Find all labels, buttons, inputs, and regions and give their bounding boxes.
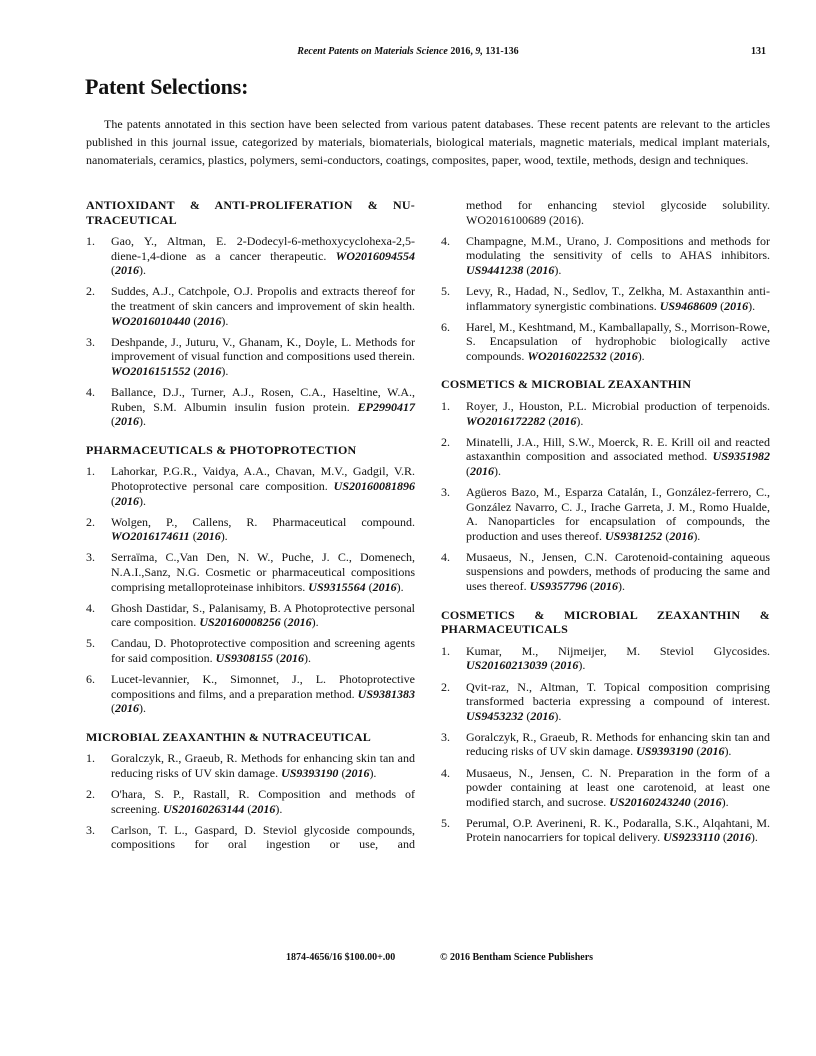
patent-number: WO2016010440 bbox=[111, 313, 191, 328]
patent-number: WO2016172282 bbox=[466, 413, 546, 428]
reference-list bbox=[441, 399, 770, 594]
patent-number: US20160243240 bbox=[609, 794, 691, 809]
reference-item: 4. Musaeus, N., Jensen, C.N. Carotenoid-containing aqueous suspensions and powders, methods of producing the same and uses thereof. US9357796 (2016). bbox=[441, 549, 770, 594]
reference-item: 2. Wolgen, P., Callens, R. Pharmaceutical compound. WO2016174611 (2016). bbox=[86, 514, 415, 544]
left-column bbox=[86, 198, 415, 858]
page-title: Patent Selections: bbox=[85, 74, 249, 99]
reference-item: 3. Serraïma, C.,Van Den, N. W., Puche, J. C., Domenech, N.A.I.,Sanz, N.G. Cosmetic or pharmaceutical compositions comprising metalloproteinase inhibitors. US9315564 (2016). bbox=[86, 550, 415, 594]
patent-number: EP2990417 bbox=[357, 399, 416, 414]
patent-number: US9315564 bbox=[308, 579, 366, 594]
right-column bbox=[441, 198, 770, 851]
patent-number: US20160008256 bbox=[199, 615, 281, 630]
reference-item: 6. Lucet-levannier, K., Simonnet, J., L. Photoprotective compositions and films, and a preparation method. US9381383 (2016). bbox=[86, 672, 416, 716]
reference-item: 4. Ballance, D.J., Turner, A.J., Rosen, C.A., Haseltine, W.A., Ruben, S.M. Albumin insulin fusion protein. EP2990417 (2016). bbox=[86, 385, 416, 429]
patent-number: WO2016094554 bbox=[335, 248, 415, 263]
reference-item: 1. Goralczyk, R., Graeub, R. Methods for enhancing skin tan and reducing risks of UV skin damage. US9393190 (2016). bbox=[86, 751, 415, 780]
patent-number: US9351982 bbox=[712, 449, 770, 464]
section-heading: MICROBIAL ZEAXANTHIN & NUTRACEUTICAL bbox=[86, 729, 371, 744]
reference-item: 3. Goralczyk, R., Graeub, R. Methods for enhancing skin tan and reducing risks of UV skin damage. US9393190 (2016). bbox=[441, 729, 770, 759]
reference-list bbox=[86, 751, 415, 852]
reference-item: 1. Kumar, M., Nijmeijer, M. Steviol Glycosides. US20160213039 (2016). bbox=[441, 643, 770, 673]
section-heading: PHARMACEUTICALS & PHOTOPROTECTION bbox=[86, 442, 357, 457]
issn-price: 1874-4656/16 $100.00+.00 bbox=[286, 952, 396, 963]
reference-item: 3. Deshpande, J., Juturu, V., Ghanam, K., Doyle, L. Methods for improvement of visual function and compositions used therein. WO2016151552 (2016). bbox=[86, 334, 415, 378]
reference-item: 2. Suddes, A.J., Catchpole, O.J. Propolis and extracts thereof for the treatment of skin cancers and improvement of skin health. WO2016010440 (2016). bbox=[86, 284, 415, 328]
journal-citation: Recent Patents on Materials Science 2016, 9, 131-136 bbox=[297, 46, 519, 57]
reference-item: 2. O'hara, S. P., Rastall, R. Composition and methods of screening. US20160263144 (2016). bbox=[86, 787, 415, 816]
patent-number: US9453232 bbox=[466, 708, 524, 723]
patent-number: US9468609 bbox=[659, 298, 718, 313]
reference-item: 5. Perumal, O.P. Averineni, R. K., Podaralla, S.K., Alqahtani, M. Protein nanocarriers for topical delivery. US9233110 (2016). bbox=[441, 815, 770, 845]
section-heading: COSMETICS & MICROBIAL ZEAXANTHIN & PHARMACEUTICALS bbox=[441, 607, 770, 637]
patent-number: WO2016022532 bbox=[527, 348, 607, 363]
reference-item: 3. Carlson, T. L., Gaspard, D. Steviol glycoside compounds, compositions for oral ingestion or use, and bbox=[86, 822, 415, 852]
patent-number: US9357796 bbox=[529, 579, 587, 594]
reference-list bbox=[86, 464, 415, 715]
section-heading: ANTIOXIDANT & ANTI-PROLIFERATION & NU-TRACEUTICAL bbox=[86, 198, 415, 227]
patent-number: US20160213039 bbox=[466, 658, 548, 673]
page-number: 131 bbox=[751, 46, 766, 57]
reference-item: 2. Minatelli, J.A., Hill, S.W., Moerck, R. E. Krill oil and reacted astaxanthin composition and associated method. US9351982 (2016). bbox=[441, 434, 770, 478]
reference-item: 3. Agüeros Bazo, M., Esparza Catalán, I., González-ferrero, C., González Navarro, C. J., Irache Garreta, J. M., Romo Hualde, A. Nanoparticles for encapsulation of compounds, the production and uses thereof. US9381252 (2016). bbox=[441, 485, 770, 543]
patent-number: US9381252 bbox=[604, 528, 663, 543]
reference-item: 5. Levy, R., Hadad, N., Sedlov, T., Zelkha, M. Astaxanthin anti-inflammatory synergistic combinations. US9468609 (2016). bbox=[441, 283, 770, 313]
reference-item-continued: method for enhancing steviol glycoside solubility. WO2016100689 (2016). bbox=[466, 198, 770, 227]
reference-item: 4. Musaeus, N., Jensen, C. N. Preparation in the form of a powder containing at least one carotenoid, at least one modified starch, and sucrose. US20160243240 (2016). bbox=[441, 765, 770, 809]
patent-number: US20160263144 bbox=[162, 801, 245, 816]
reference-list bbox=[86, 234, 415, 429]
intro-paragraph: The patents annotated in this section have been selected from various patent databases. These recent patents are relevant to the articles published in this journal issue, categorized by materials, biomaterials, biological materials, magnetic materials, medical implant materials, nanomaterials, ceramics, plastics, polymers, semi-conductors, coatings, composites, paper, wood, textile, methods, design and techniques. bbox=[86, 117, 770, 167]
reference-item: 4. Champagne, M.M., Urano, J. Compositions and methods for modulating the sensitivity of cells to AHAS inhibitors. US9441238 (2016). bbox=[441, 233, 770, 277]
patent-number: US9308155 bbox=[215, 650, 273, 665]
reference-item: 1. Lahorkar, P.G.R., Vaidya, A.A., Chavan, M.V., Gadgil, V.R. Photoprotective personal care composition. US20160081896 (2016). bbox=[86, 464, 416, 508]
copyright: © 2016 Bentham Science Publishers bbox=[440, 952, 594, 963]
patent-number: US9233110 bbox=[663, 830, 720, 845]
patent-number: WO2016151552 bbox=[111, 363, 191, 378]
reference-list bbox=[441, 644, 770, 845]
reference-item: 4. Ghosh Dastidar, S., Palanisamy, B. A Photoprotective personal care composition. US20160008256 (2016). bbox=[86, 600, 415, 630]
section-heading: COSMETICS & MICROBIAL ZEAXANTHIN bbox=[441, 377, 692, 392]
patent-number: WO2016100689 bbox=[466, 212, 546, 227]
reference-item: 1. Gao, Y., Altman, E. 2-Dodecyl-6-methoxycyclohexa-2,5-diene-1,4-dione as a cancer therapeutic. WO2016094554 (2016). bbox=[86, 234, 415, 278]
reference-item: 6. Harel, M., Keshtmand, M., Kamballapally, S., Morrison-Rowe, S. Encapsulation of hydrophobic biologically active compounds. WO2016022532 (2016). bbox=[441, 319, 770, 363]
patent-number: US9381383 bbox=[357, 686, 416, 701]
patent-number: US9393190 bbox=[636, 744, 694, 759]
reference-item: 5. Candau, D. Photoprotective composition and screening agents for said composition. US9308155 (2016). bbox=[86, 636, 415, 665]
patent-number: US9393190 bbox=[281, 766, 339, 780]
patent-number: US20160081896 bbox=[333, 479, 416, 493]
reference-list bbox=[441, 234, 770, 364]
patent-number: WO2016174611 bbox=[111, 529, 190, 544]
patent-number: US9441238 bbox=[466, 262, 524, 277]
reference-item: 2. Qvit-raz, N., Altman, T. Topical composition comprising transformed bacteria expressing a compound of interest. US9453232 (2016). bbox=[441, 679, 770, 723]
journal-name: Recent Patents on Materials Science bbox=[297, 46, 448, 57]
reference-item: 1. Royer, J., Houston, P.L. Microbial production of terpenoids. WO2016172282 (2016). bbox=[441, 399, 770, 428]
